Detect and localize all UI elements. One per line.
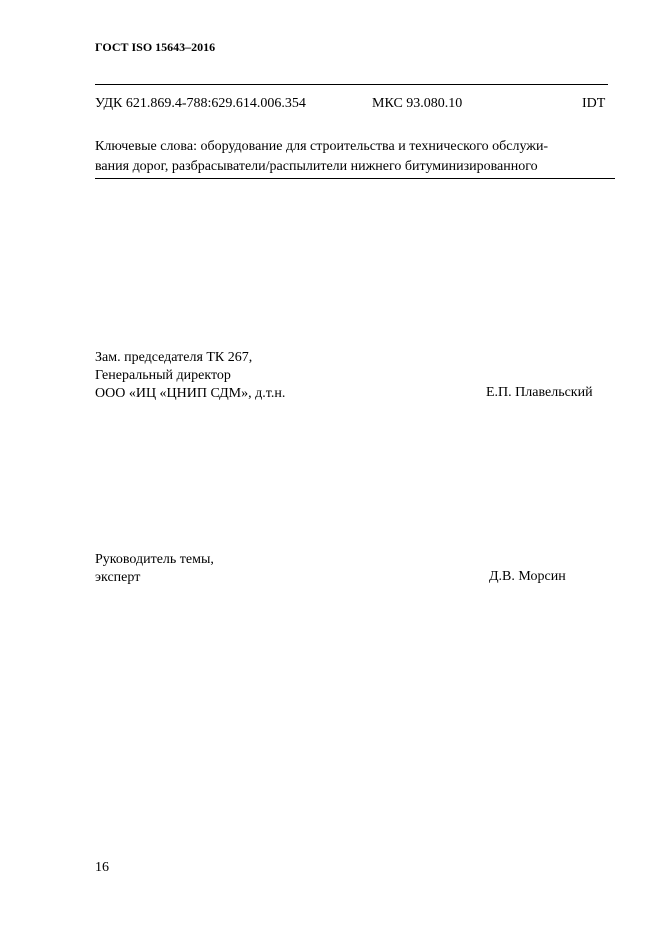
keywords-block — [95, 137, 548, 177]
keywords-line-2: вания дорог, разбрасыватели/распылители нижнего битуминизированного — [95, 159, 538, 174]
signatory-2-name: Д.В. Морсин — [489, 569, 566, 584]
document-header: ГОСТ ISO 15643–2016 — [95, 40, 216, 54]
signatory-1-line-2: Генеральный директор — [95, 368, 231, 383]
bottom-divider — [95, 178, 615, 179]
idt-label: IDT — [582, 96, 606, 111]
signatory-1-title — [95, 349, 285, 403]
signatory-1-name: Е.П. Плавельский — [486, 385, 593, 400]
mks-code: МКС 93.080.10 — [372, 96, 463, 111]
top-divider — [95, 84, 608, 85]
signatory-2-line-1: Руководитель темы, — [95, 552, 214, 567]
signatory-2-line-2: эксперт — [95, 570, 141, 585]
page-number: 16 — [95, 860, 109, 875]
udk-code: УДК 621.869.4-788:629.614.006.354 — [95, 96, 306, 111]
signatory-1-line-1: Зам. председателя ТК 267, — [95, 350, 253, 365]
signatory-2-title — [95, 551, 214, 587]
signatory-1-line-3: ООО «ИЦ «ЦНИП СДМ», д.т.н. — [95, 386, 286, 401]
keywords-line-1: Ключевые слова: оборудование для строительства и технического обслужи- — [95, 139, 549, 154]
